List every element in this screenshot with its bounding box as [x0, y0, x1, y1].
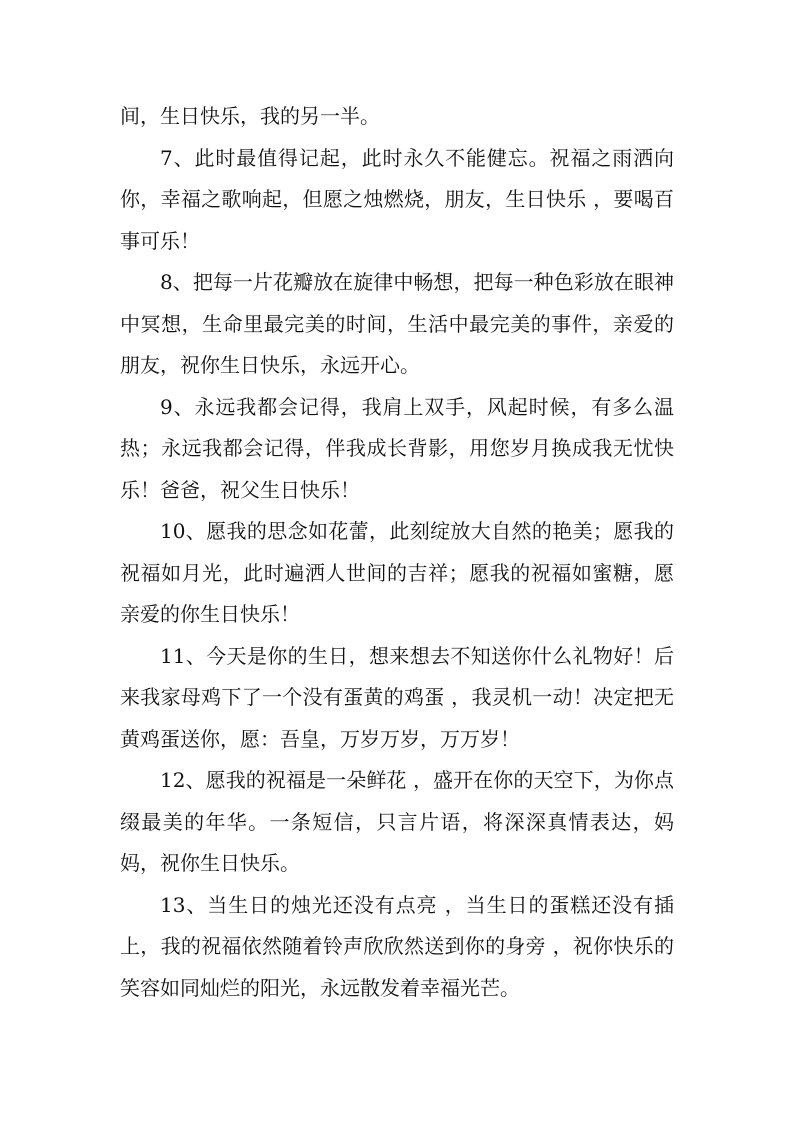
- paragraph-item-9: 9、永远我都会记得，我肩上双手，风起时候，有多么温热；永远我都会记得，伴我成长背影，用您岁月换成我无忧快乐！爸爸，祝父生日快乐！: [120, 394, 674, 502]
- paragraph-item-7: 7、此时最值得记起，此时永久不能健忘。祝福之雨洒向你，幸福之歌响起，但愿之烛燃烧，朋友，生日快乐 ，要喝百事可乐！: [120, 145, 674, 253]
- paragraph-item-13: 13、当生日的烛光还没有点亮 ，当生日的蛋糕还没有插上，我的祝福依然随着铃声欣欣然送到你的身旁 ，祝你快乐的笑容如同灿烂的阳光，永远散发着幸福光芒。: [120, 892, 674, 1000]
- paragraph-item-8: 8、把每一片花瓣放在旋律中畅想，把每一种色彩放在眼神中冥想，生命里最完美的时间，生活中最完美的事件，亲爱的朋友，祝你生日快乐，永远开心。: [120, 270, 674, 377]
- paragraph-item-10: 10、愿我的思念如花蕾，此刻绽放大自然的艳美；愿我的祝福如月光，此时遍洒人世间的吉祥；愿我的祝福如蜜糖，愿亲爱的你生日快乐！: [120, 519, 674, 626]
- document-page: [120, 96, 674, 1009]
- paragraph-item-11: 11、今天是你的生日，想来想去不知送你什么礼物好！后来我家母鸡下了一个没有蛋黄的鸡蛋 ，我灵机一动！决定把无黄鸡蛋送你，愿：吾皇，万岁万岁，万万岁！: [120, 643, 674, 751]
- paragraph-continuation: 间，生日快乐，我的另一半。: [120, 104, 380, 128]
- paragraph-item-12: 12、愿我的祝福是一朵鲜花 ，盛开在你的天空下，为你点缀最美的年华。一条短信，只言片语，将深深真情表达，妈妈，祝你生日快乐。: [120, 768, 674, 875]
